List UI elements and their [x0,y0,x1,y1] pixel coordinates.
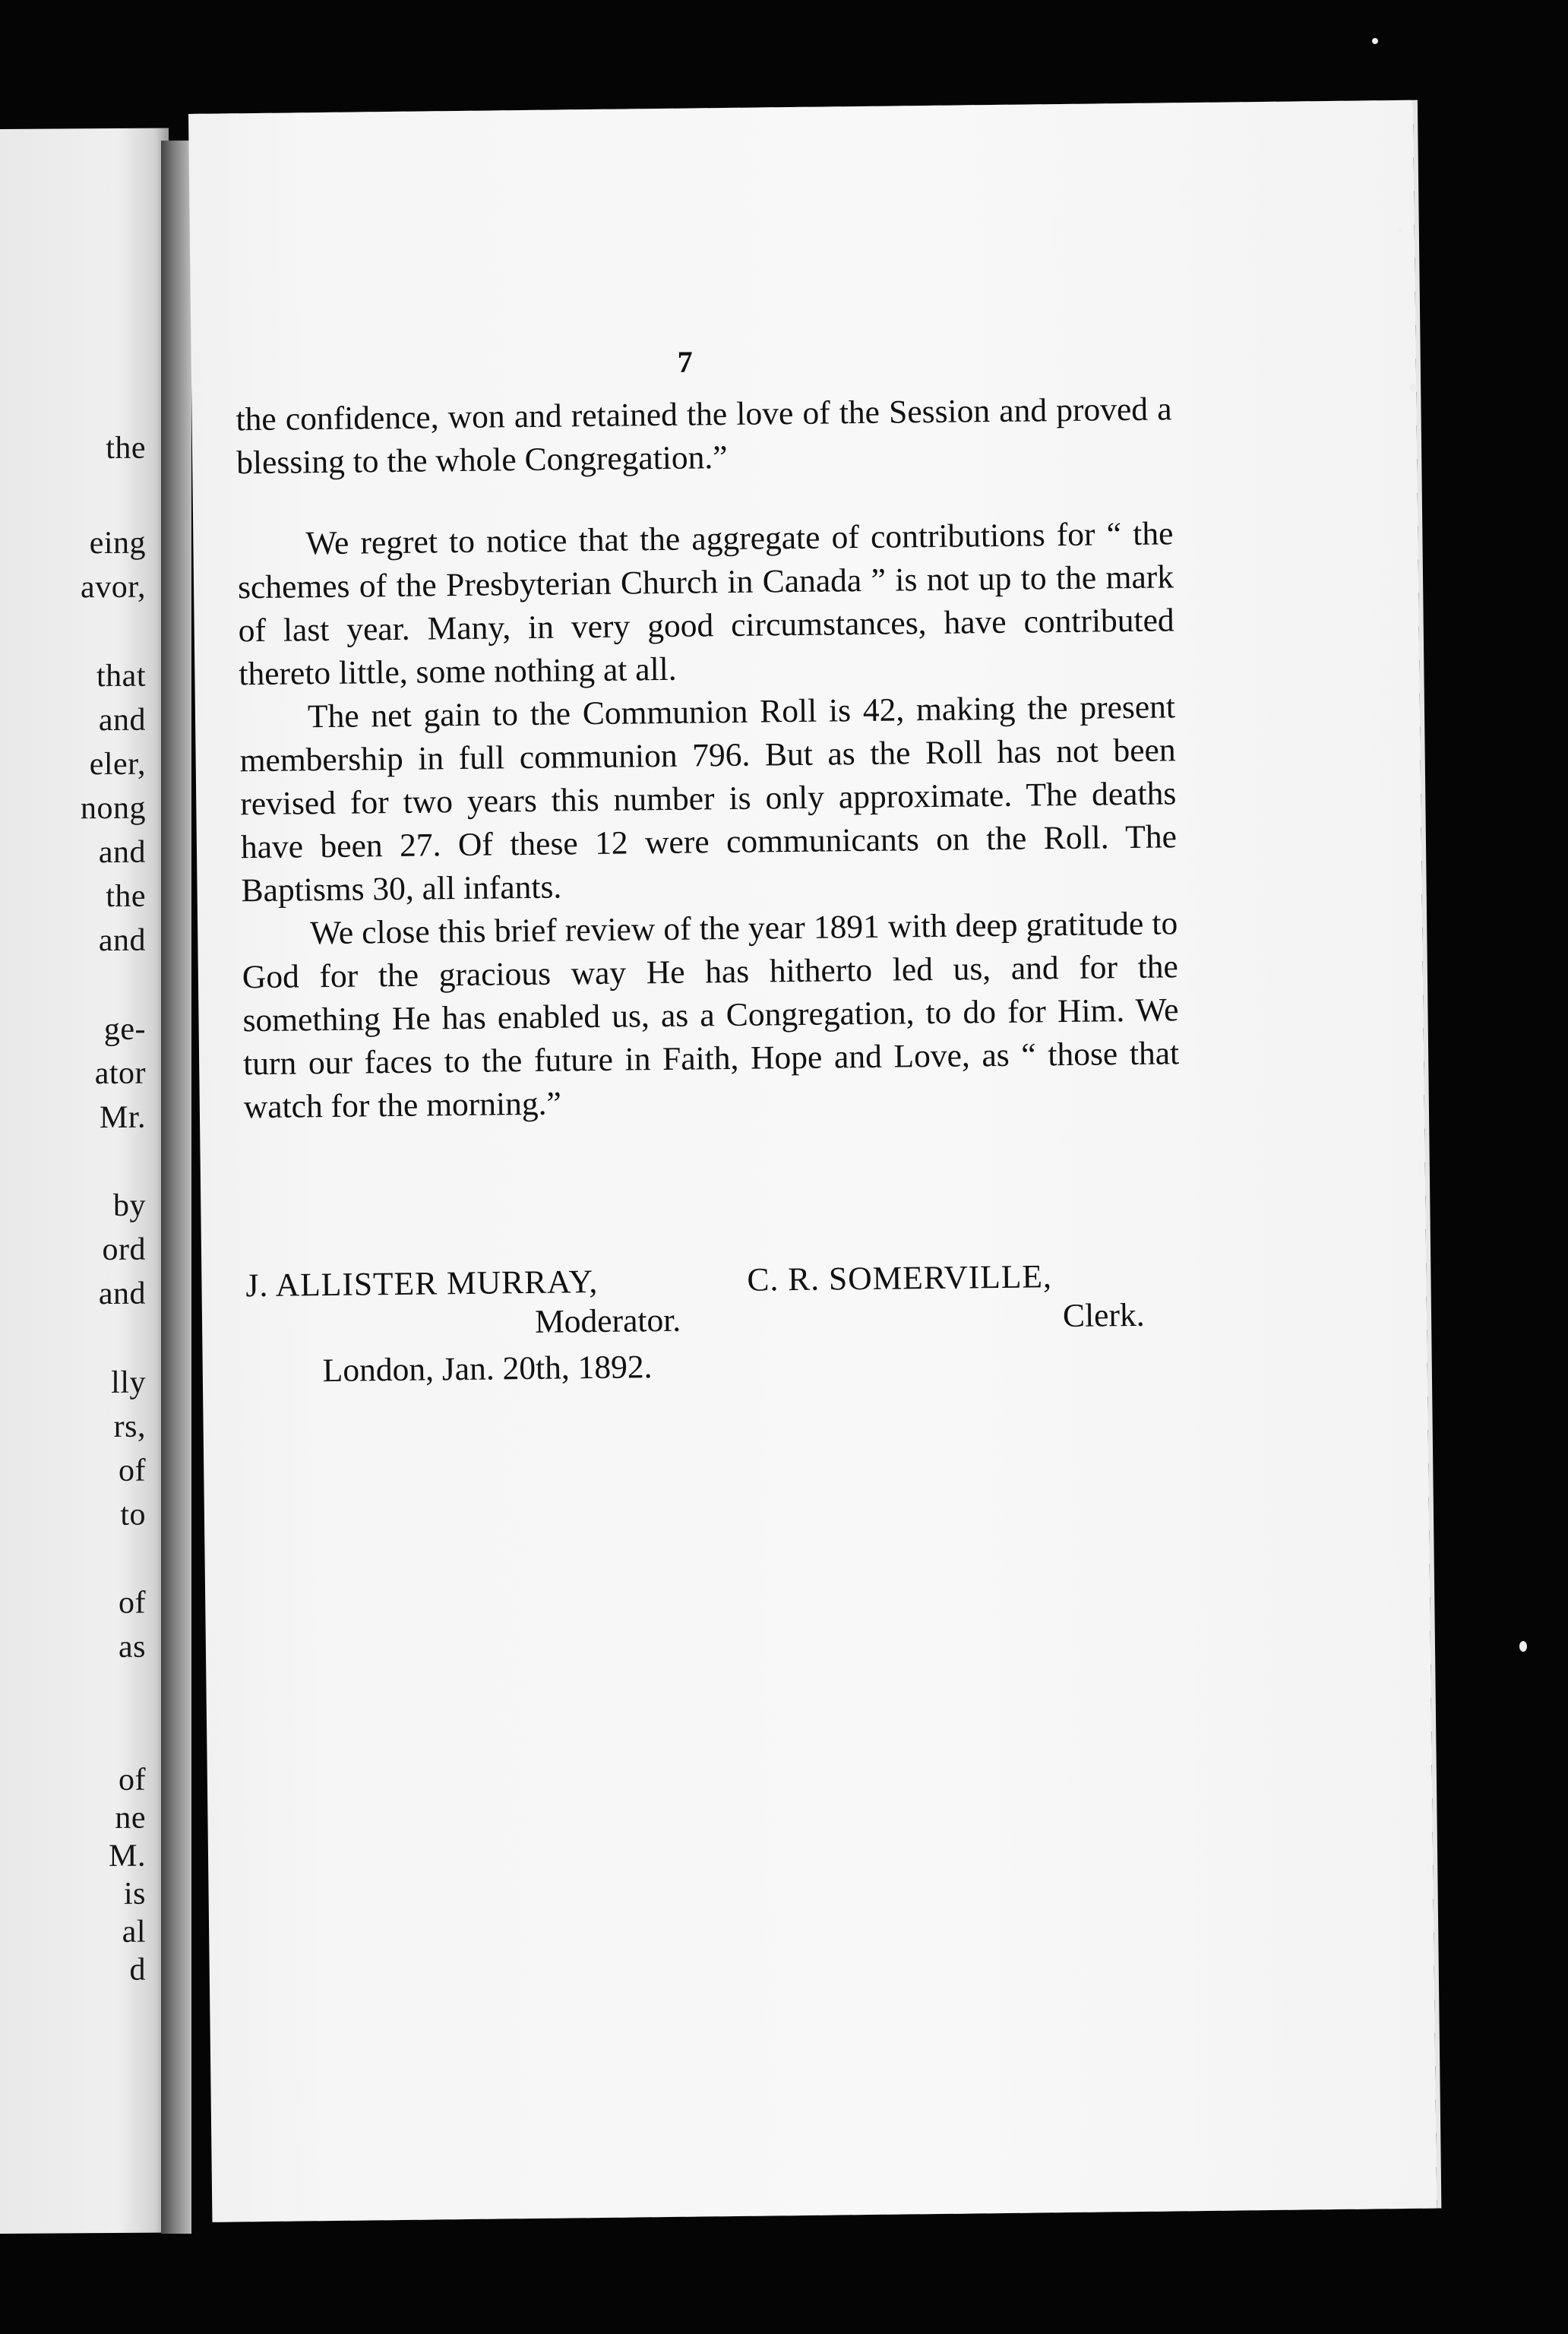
left-page-fragment: eler, [89,746,146,783]
left-page-fragment: and [98,834,146,871]
clerk-title: Clerk. [1062,1296,1145,1335]
left-page-fragment: the [106,430,146,466]
left-page-fragment: as [119,1629,146,1665]
signature-names [245,1254,1181,1305]
paragraph-continuation: the confidence, won and retained the love of the Session and proved a blessing to the whole Congregation.” [236,391,1172,482]
left-page-fragment: Mr. [99,1099,146,1136]
left-page-fragment: to [120,1497,146,1532]
moderator-title: Moderator. [534,1301,681,1340]
document-page [188,100,1437,2222]
left-page-fragment: is [123,1876,146,1912]
page-number: 7 [677,344,693,379]
moderator-name: J. ALLISTER MURRAY, [245,1263,599,1305]
left-page-fragment: by [113,1188,146,1223]
left-page-fragment: and [98,922,146,959]
left-page-fragment: rs, [113,1409,146,1444]
left-page-fragment: lly [111,1365,146,1400]
left-page-fragment: d [129,1952,146,1988]
scan-speck [1372,38,1378,44]
left-page-fragment: al [122,1914,146,1950]
left-page-fragment: of [119,1453,146,1488]
left-page-fragment: ge- [103,1011,146,1048]
left-page-fragment: of [119,1585,146,1621]
scan-speck [1398,228,1402,232]
page-body [236,387,1180,1390]
signature-date-row [246,1339,1182,1390]
paragraph: We close this brief review of the year 1891 with deep gratitude to God for the gracious way He has hitherto led us, and for the something He has enabled us, as a Congregation, to do for Him. We turn our faces to the future in Faith, Hope and Love, as “ those that watch for the morning.” [242,905,1180,1126]
left-page-fragment: and [98,702,146,738]
left-page-fragment: ator [94,1055,146,1092]
left-page-fragment: M. [109,1838,146,1874]
left-page-fragment: nong [81,790,146,827]
clerk-name: C. R. SOMERVILLE, [747,1258,1053,1298]
book-gutter [161,141,191,2234]
left-page-fragment: ne [115,1800,146,1836]
left-page-fragment: the [106,878,146,915]
left-page-fragment: that [96,658,146,694]
scan-speck [1409,384,1417,391]
left-page-fragment: of [119,1762,146,1798]
place-and-date: London, Jan. 20th, 1892. [322,1349,653,1390]
left-page-fragment: avor, [81,569,146,606]
previous-page-edge [0,128,169,2234]
left-page-fragment: and [98,1276,146,1312]
scan-speck [1519,1641,1527,1652]
paragraph: The net gain to the Communion Roll is 42, making the present membership in full communion 796. But as the Roll has not been revised for two years this number is only approximate. The deaths have been 27. Of these 12 were communicants on the Roll. The Baptisms 30, all infants. [239,688,1178,909]
left-page-fragment: eing [89,525,146,561]
left-page-fragment: ord [102,1232,146,1268]
paragraph: We regret to notice that the aggregate of contributions for “ the schemes of the Presbyterian Church in Canada ” is not up to the mark of last year. Many, in very good circumstances, have contributed thereto little, some nothing at all. [237,515,1174,693]
